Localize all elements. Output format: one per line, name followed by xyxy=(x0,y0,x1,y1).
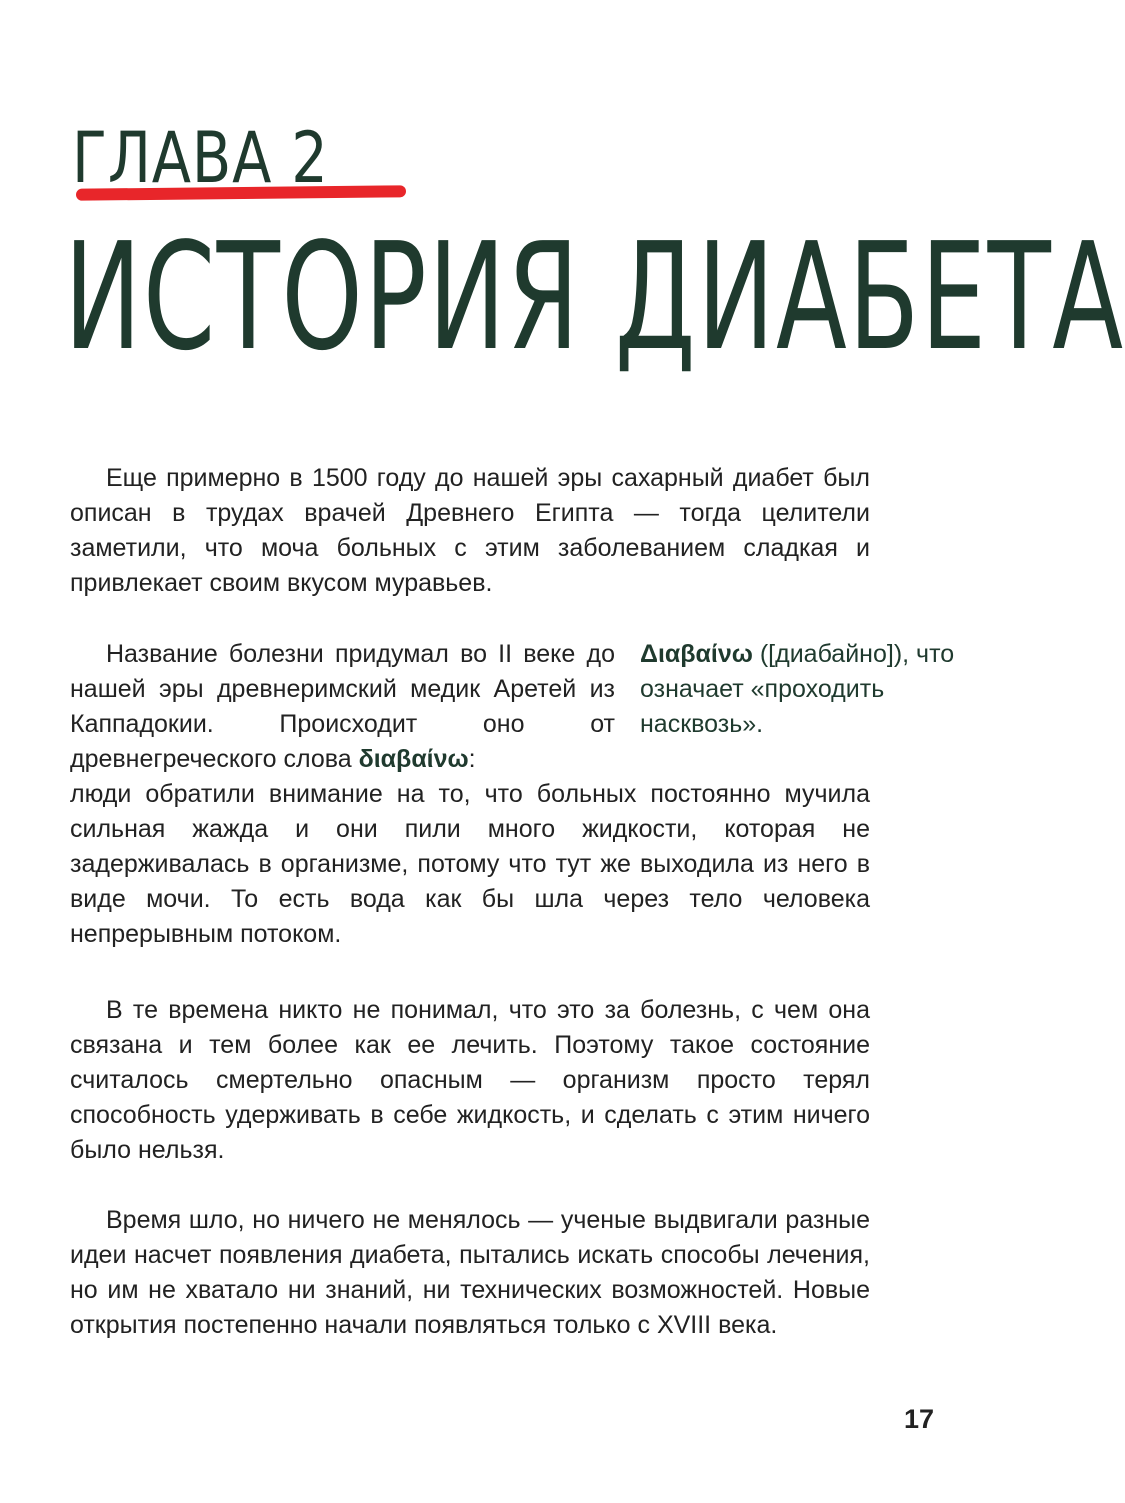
sidenote-greek-word: Διαβαίνω xyxy=(640,640,753,668)
paragraph-name-origin-wrapped xyxy=(70,637,615,777)
chapter-label: ГЛАВА 2 xyxy=(72,117,329,199)
sidenote-text: ([диабайно]), что означает «проходить насквозь». xyxy=(640,640,955,738)
greek-word: διαβαίνω xyxy=(358,745,469,773)
paragraph-egypt xyxy=(70,461,870,601)
page-number: 17 xyxy=(903,1404,934,1434)
paragraph-egypt-text: Еще примерно в 1500 году до нашей эры сахарный диабет был описан в трудах врачей Древнего Египта — тогда целители заметили, что моча больных с этим заболеванием сладкая и привлекает своим вкусом муравьев. xyxy=(70,464,870,597)
chapter-title: ИСТОРИЯ ДИАБЕТА xyxy=(64,211,1125,383)
paragraph-progress xyxy=(70,1203,870,1343)
paragraph-ancient-times-text: В те времена никто не понимал, что это за болезнь, с чем она связана и тем более как ее лечить. Поэтому такое состояние считалось смертельно опасным — организм просто терял способность удерживать в себе жидкость, и сделать с этим ничего было нельзя. xyxy=(70,996,870,1164)
paragraph-progress-text: Время шло, но ничего не менялось — ученые выдвигали разные идеи насчет появления диабета, пытались искать способы лечения, но им не хватало ни знаний, ни технических возможностей. Новые открытия постепенно начали появляться только с XVIII века. xyxy=(70,1206,870,1339)
sidenote xyxy=(640,637,960,742)
paragraph-name-origin-rest: люди обратили внимание на то, что больных постоянно мучила сильная жажда и они пили много жидкости, которая не задерживалась в организме, потому что тут же выходила из него в виде мочи. То есть вода как бы шла через тело человека непрерывным потоком. xyxy=(70,780,870,948)
paragraph-ancient-times xyxy=(70,993,870,1168)
colon: : xyxy=(468,745,476,773)
paragraph-name-origin-intro: Название болезни придумал во II веке до нашей эры древнеримский медик Аретей из Каппадокии. Происходит оно от древнегреческого слова xyxy=(70,640,615,773)
